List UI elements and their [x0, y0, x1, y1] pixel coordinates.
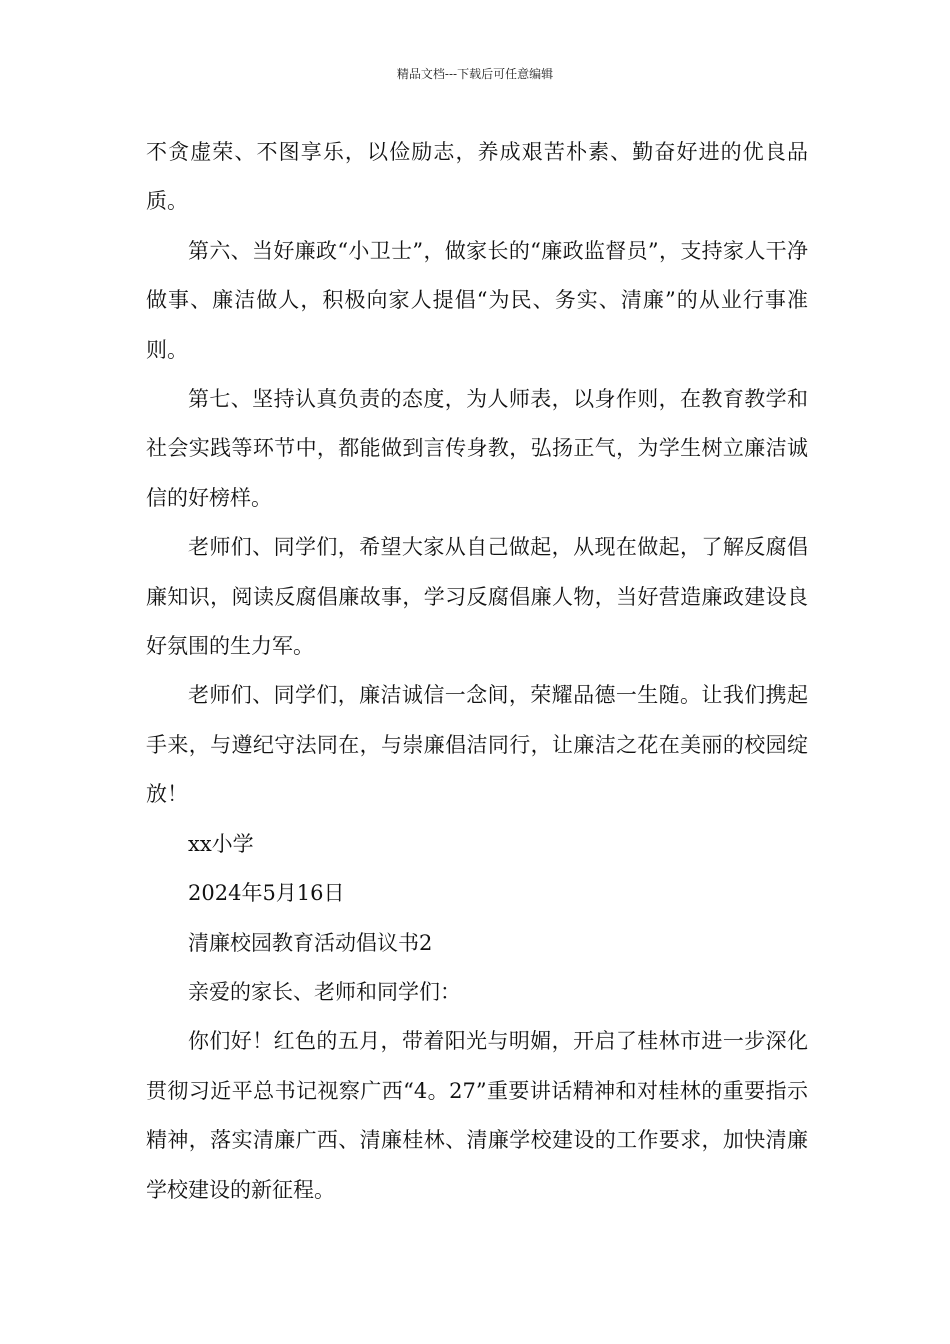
- paragraph-sixth-point: 第六、当好廉政“小卫士”，做家长的“廉政监督员”，支持家人干净做事、廉洁做人，积极向家人提倡“为民、务实、清廉”的从业行事准则。: [146, 238, 808, 362]
- paragraph-continuation: 不贪虚荣、不图享乐，以俭励志，养成艰苦朴素、勤奋好进的优良品质。: [146, 140, 808, 214]
- page-header: 精品文档---下载后可任意编辑: [396, 67, 554, 81]
- signature-date: 2024年5月16日: [188, 881, 345, 906]
- salutation: 亲爱的家长、老师和同学们：: [188, 979, 461, 1004]
- section-title: 清廉校园教育活动倡议书2: [188, 930, 433, 955]
- document-body: [146, 128, 808, 1215]
- signature-school: xx小学: [188, 831, 254, 856]
- paragraph-seventh-point: 第七、坚持认真负责的态度，为人师表，以身作则，在教育教学和社会实践等环节中，都能做到言传身教，弘扬正气，为学生树立廉洁诚信的好榜样。: [146, 387, 808, 510]
- paragraph-intro: 你们好！红色的五月，带着阳光与明媚，开启了桂林市进一步深化贯彻习近平总书记视察广西“4。27”重要讲话精神和对桂林的重要指示精神，落实清廉广西、清廉桂林、清廉学校建设的工作要求，加快清廉学校建设的新征程。: [146, 1029, 808, 1202]
- paragraph-appeal: 老师们、同学们，希望大家从自己做起，从现在做起，了解反腐倡廉知识，阅读反腐倡廉故事，学习反腐倡廉人物，当好营造廉政建设良好氛围的生力军。: [146, 535, 808, 659]
- paragraph-closing: 老师们、同学们，廉洁诚信一念间，荣耀品德一生随。让我们携起手来，与遵纪守法同在，与崇廉倡洁同行，让廉洁之花在美丽的校园绽放！: [146, 683, 808, 807]
